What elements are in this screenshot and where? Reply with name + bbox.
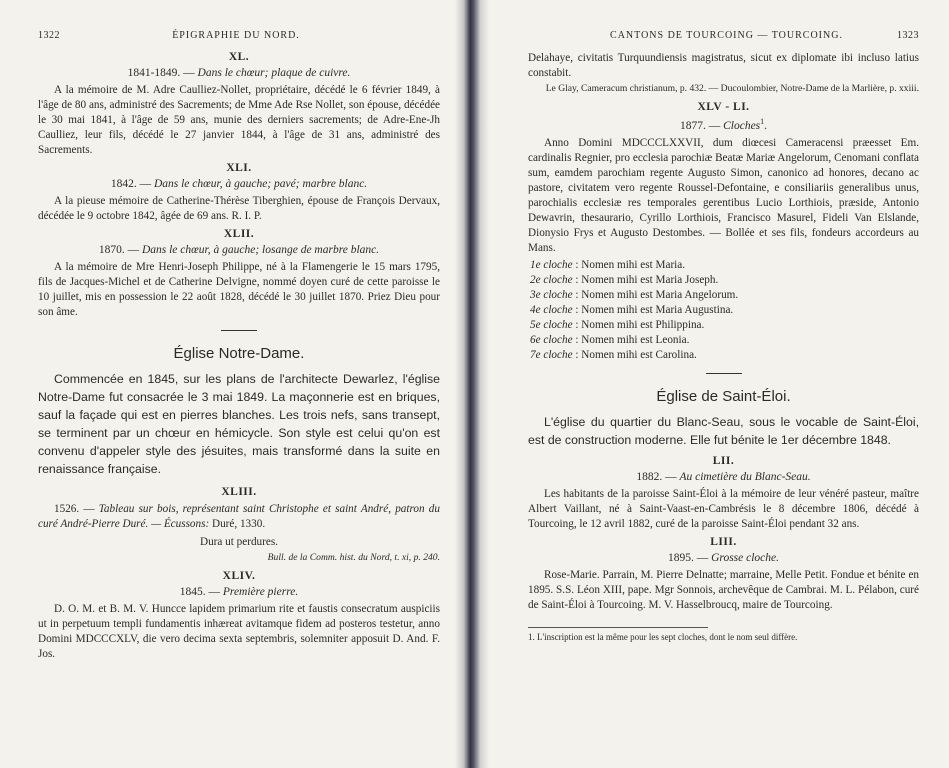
section-divider: [221, 330, 257, 331]
bell-item: [528, 288, 919, 303]
bell-item: [528, 318, 919, 333]
entry-xliii-dateline: [38, 502, 440, 532]
continued-text: Delahaye, civitatis Turquundiensis magistratus, sicut ex diplomate ibi incluso latius constabit.: [528, 52, 919, 79]
bell-ordinal: 1e cloche: [530, 258, 573, 271]
bell-item: [528, 273, 919, 288]
entry-xlv-date: 1877. —: [679, 119, 721, 132]
entry-xli-date: 1842. —: [110, 178, 152, 190]
entry-xlv-dateline: 1877. — Cloches$^1$.: [679, 117, 768, 132]
bell-text: : Nomen mihi est Leonia.: [575, 333, 690, 346]
entry-xli-number: XLI.: [226, 162, 252, 174]
church-text-notre-dame: Commencée en 1845, sur les plans de l'architecte Dewarlez, l'église Notre-Dame fut consacrée le 3 mai 1849. La maçonnerie est en briques, sauf la façade qui est en pierres blanches. Les trois nefs, sans transept, se terminent par un chœur en hémicycle. Son style est celui qu'on est convenu d'appeler style des jésuites, mais transformé dans la suite en renaissance française.: [38, 372, 440, 476]
entry-xliv-dateline: [38, 586, 440, 598]
entry-lii-desc: Au cimetière du Blanc-Seau.: [679, 470, 811, 483]
bell-text: : Nomen mihi est Maria.: [575, 258, 686, 271]
entry-xlv-number: XLV - LI.: [697, 101, 750, 113]
bell-text: : Nomen mihi est Maria Angelorum.: [575, 288, 739, 301]
entry-xl-dateline: [38, 67, 440, 79]
entry-liii-date: 1895. —: [667, 551, 709, 564]
entry-lii-number: LII.: [712, 454, 735, 467]
right-page: [476, 0, 949, 768]
entry-xl-number: XL.: [228, 51, 250, 63]
bell-item: [528, 333, 919, 348]
bell-text: : Nomen mihi est Maria Joseph.: [575, 273, 719, 286]
bell-item: [528, 348, 919, 363]
entry-xliv-text: D. O. M. et B. M. V. Huncce lapidem primarium rite et faustis consecratum auspiciis ut in perpetuum templi fundamentis inhæreat avitamque fidem ad posteros testetur, anno Domini MDCCCXLV, die vero decima sexta septembris, solemniter apposuit D. And. F. Jos.: [38, 603, 440, 660]
bell-list: [528, 258, 919, 363]
footnote-rule: [528, 627, 708, 628]
entry-xliv-date: 1845. —: [179, 586, 220, 598]
left-page: [0, 0, 470, 768]
entry-xlii-dateline: [38, 244, 440, 256]
bell-text: : Nomen mihi est Philippina.: [575, 318, 705, 331]
bell-ordinal: 2e cloche: [530, 273, 573, 286]
entry-xli-text: A la pieuse mémoire de Catherine-Thérèse Tiberghien, épouse de François Dervaux, décédée le 9 octobre 1842, âgée de 69 ans. R. I. P.: [38, 195, 440, 222]
right-running-head: [528, 30, 919, 41]
bell-ordinal: 7e cloche: [530, 348, 573, 361]
left-page-number: 1322: [38, 30, 60, 41]
entry-liii-dateline: [528, 552, 919, 564]
entry-xlii-text: A la mémoire de Mre Henri-Joseph Philippe, né à la Flamengerie le 15 mars 1795, fils de Jacques-Michel et de Catherine Delvigne, nommé doyen curé de cette paroisse le 10 juillet, mis en possession le 22 août 1828, décédé le 30 juillet 1870. Priez Dieu pour son âme.: [38, 261, 440, 318]
entry-xl-date: 1841-1849. —: [127, 67, 195, 79]
bell-ordinal: 4e cloche: [530, 303, 573, 316]
entry-xliii-desc-end: Duré, 1330.: [212, 518, 266, 530]
entry-xlv-footnote-mark: 1: [760, 117, 765, 126]
entry-xli-desc: Dans le chœur, à gauche; pavé; marbre blanc.: [153, 178, 368, 190]
entry-liii-number: LIII.: [710, 535, 737, 548]
entry-xliii-desc: Tableau sur bois, représentant saint Christophe et saint André, patron du curé André-Pierre Duré. — Écussons:: [38, 503, 440, 530]
left-running-title: ÉPIGRAPHIE DU NORD.: [172, 30, 300, 41]
bell-ordinal: 6e cloche: [530, 333, 573, 346]
entry-xli-dateline: [38, 178, 440, 190]
right-running-title: CANTONS DE TOURCOING — TOURCOING.: [610, 30, 843, 41]
entry-xliii-date: 1526. —: [54, 503, 95, 515]
entry-xliv-number: XLIV.: [222, 570, 256, 582]
entry-xl-text: A la mémoire de M. Adre Caulliez-Nollet, propriétaire, décédé le 6 février 1849, à l'âge de 80 ans, administré des Sacrements; de Mme Ade Rse Nollet, son épouse, décédée le 30 mai 1841, à l'âge de 59 ans, munie des derniers sacrements; de Adre-Ene-Jh Caulliez, leur fils, décédé le 27 janvier 1844, à l'âge de 31 ans, administré des Sacrements.: [38, 84, 440, 156]
left-running-head: [38, 30, 440, 41]
entry-xliii-ref: Bull. de la Comm. hist. du Nord, t. xi, p. 240.: [267, 552, 440, 563]
right-page-number: 1323: [897, 30, 919, 41]
footnote: 1. L'inscription est la même pour les sept cloches, dont le nom seul diffère.: [528, 631, 798, 642]
church-title-notre-dame: Église Notre-Dame.: [173, 345, 305, 362]
entry-xliv-desc: Première pierre.: [222, 586, 299, 598]
entry-lii-text: Les habitants de la paroisse Saint-Éloi à la mémoire de leur vénéré pasteur, maître Albert Vaillant, né à Saint-Vaast-en-Cambrésis le 8 décembre 1806, décédé à Tourcoing, le 12 avril 1882, curé de la paroisse Saint-Éloi pendant 32 ans.: [528, 487, 919, 530]
entry-lii-date: 1882. —: [636, 470, 677, 483]
bell-item: [528, 258, 919, 273]
bell-ordinal: 5e cloche: [530, 318, 573, 331]
entry-lii-dateline: [528, 471, 919, 483]
entry-liii-text: Rose-Marie. Parrain, M. Pierre Delnatte; marraine, Melle Petit. Fondue et bénite en 1895. S.S. Léon XIII, pape. Mgr Sonnois, archevêque de Cambrai. M. L. Pélabon, curé de Saint-Éloi à Tourcoing. M. V. Hasselbroucq, maire de Tourcoing.: [528, 568, 919, 611]
continued-ref: Le Glay, Cameracum christianum, p. 432. — Ducoulombier, Notre-Dame de la Marlière, p. xxiii.: [545, 83, 919, 94]
entry-xl-desc: Dans le chœur; plaque de cuivre.: [197, 67, 351, 79]
bell-item: [528, 303, 919, 318]
bell-ordinal: 3e cloche: [530, 288, 573, 301]
bell-text: : Nomen mihi est Carolina.: [575, 348, 697, 361]
entry-xliii-number: XLIII.: [221, 486, 257, 498]
entry-xlii-desc: Dans le chœur, à gauche; losange de marbre blanc.: [141, 244, 380, 256]
entry-liii-desc: Grosse cloche.: [711, 551, 780, 564]
entry-xlv-desc: Cloches: [723, 119, 761, 132]
church-text-saint-eloi: L'église du quartier du Blanc-Seau, sous le vocable de Saint-Éloi, est de construction moderne. Elle fut bénite le 1er décembre 1848.: [528, 414, 919, 447]
entry-xliii-motto: Dura ut perdures.: [200, 536, 278, 548]
section-divider: [706, 373, 742, 374]
entry-xlii-number: XLII.: [223, 228, 255, 240]
bell-text: : Nomen mihi est Maria Augustina.: [575, 303, 734, 316]
church-title-saint-eloi: Église de Saint-Éloi.: [656, 387, 791, 405]
entry-xlii-date: 1870. —: [98, 244, 140, 256]
entry-xlv-text: Anno Domini MDCCCLXXVII, dum diœcesi Cameracensi præesset Em. cardinalis Regnier, pro ecclesia parochiæ Beatæ Mariæ Angelorum, Cenomani conflata sum, eamdem parochiam regente Augusto Simon, canonico ad honores, decano ac pastore, civitatem vero regente Roussel-Defontaine, e consiliariis generalibus unus, parochialis ecclesiæ res temporales gerentibus Lucio Lorthiois, præside, Antonio Dewavrin, thesaurario, Cyrillo Lorthiois, Francisco Masurel, Fideli Van Elslande, Dionysio Frys et Augusto Destombes. — Bollée et ses fils, fondeurs accordeurs au Mans.: [528, 136, 919, 254]
